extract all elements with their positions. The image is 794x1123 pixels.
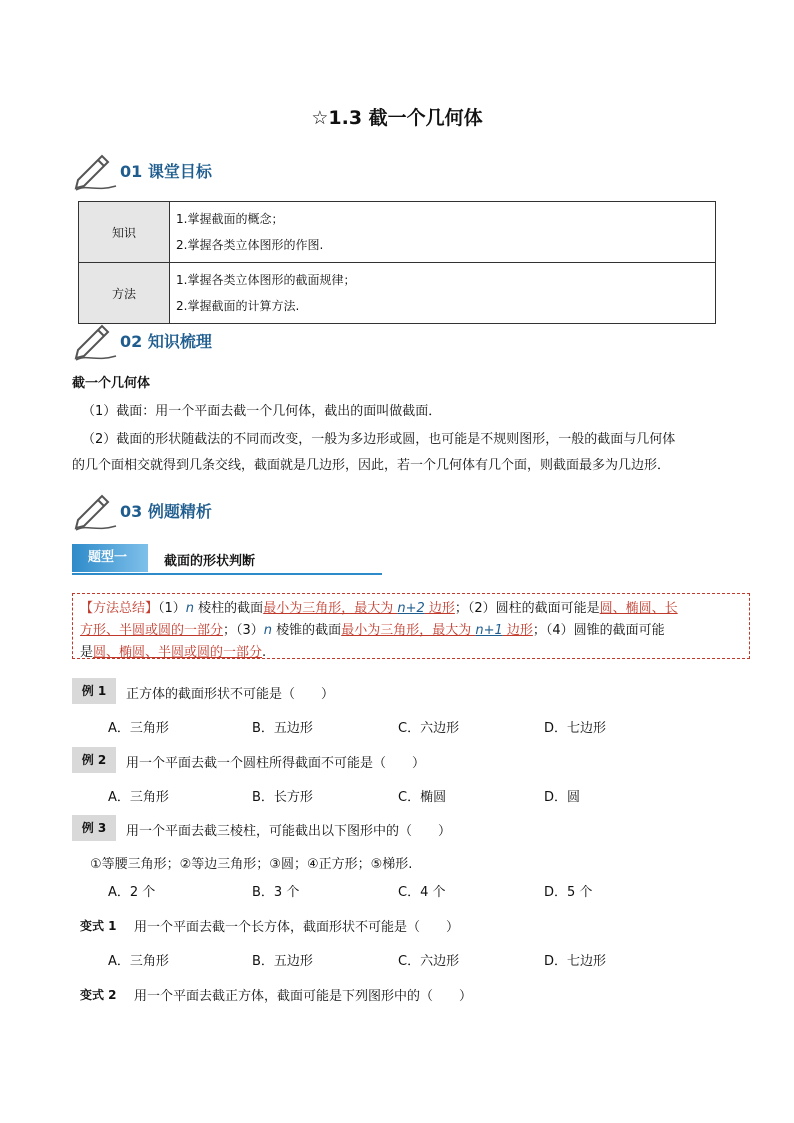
option-b: B．3 个 bbox=[252, 885, 300, 900]
option-a: A．三角形 bbox=[108, 790, 169, 805]
variant-tag: 变式 1 bbox=[80, 919, 117, 933]
goal-line: 1.掌握截面的概念； bbox=[176, 212, 284, 226]
variant-tag: 变式 2 bbox=[80, 988, 117, 1002]
question-type-banner bbox=[72, 544, 382, 574]
option-c: C．4 个 bbox=[398, 885, 446, 900]
knowledge-p2a: （2）截面的形状随截法的不同而改变，一般为多边形或圆，也可能是不规则图形，一般的截面与几何体 bbox=[82, 432, 676, 447]
section-header-goals bbox=[72, 150, 332, 192]
example-tag: 例 2 bbox=[72, 747, 116, 773]
option-d: D．圆 bbox=[544, 790, 581, 805]
section-title: 02 知识梳理 bbox=[120, 332, 212, 351]
example-tag: 例 1 bbox=[72, 678, 116, 704]
knowledge-p1: （1）截面：用一个平面去截一个几何体，截出的面叫做截面． bbox=[82, 404, 442, 419]
table-row bbox=[79, 263, 716, 324]
section-title: 03 例题精析 bbox=[120, 502, 212, 521]
section-header-examples bbox=[72, 490, 332, 532]
example-tag: 例 3 bbox=[72, 815, 116, 841]
knowledge-heading: 截一个几何体 bbox=[72, 376, 151, 391]
table-row bbox=[79, 202, 716, 263]
variant-question: 用一个平面去截一个长方体，截面形状不可能是（ ） bbox=[134, 920, 460, 935]
example-question: 用一个平面去截一个圆柱所得截面不可能是（ ） bbox=[126, 756, 426, 771]
method-label: 【方法总结】 bbox=[80, 601, 159, 616]
option-a: A．三角形 bbox=[108, 954, 169, 969]
option-d: D．七边形 bbox=[544, 721, 607, 736]
pencil-icon bbox=[72, 320, 118, 362]
section-header-knowledge bbox=[72, 320, 332, 362]
option-a: A．2 个 bbox=[108, 885, 156, 900]
option-c: C．椭圆 bbox=[398, 790, 447, 805]
goal-line: 2.掌握截面的计算方法. bbox=[176, 299, 300, 313]
example-note: ①等腰三角形；②等边三角形；③圆；④正方形；⑤梯形. bbox=[90, 857, 413, 872]
knowledge-p2b: 的几个面相交就得到几条交线，截面就是几边形，因此，若一个几何体有几个面，则截面最多为几边形． bbox=[72, 458, 671, 473]
variant-question: 用一个平面去截正方体，截面可能是下列图形中的（ ） bbox=[134, 989, 473, 1004]
option-d: D．七边形 bbox=[544, 954, 607, 969]
question-type-tag: 题型一 bbox=[72, 544, 148, 572]
example-question: 正方体的截面形状不可能是（ ） bbox=[126, 687, 335, 702]
pencil-icon bbox=[72, 490, 118, 532]
option-b: B．长方形 bbox=[252, 790, 313, 805]
goal-line: 2.掌握各类立体图形的作图. bbox=[176, 238, 324, 252]
pencil-icon bbox=[72, 150, 118, 192]
page-title: ☆1.3 截一个几何体 bbox=[311, 107, 483, 129]
option-d: D．5 个 bbox=[544, 885, 593, 900]
option-b: B．五边形 bbox=[252, 954, 313, 969]
goals-table bbox=[78, 201, 716, 324]
option-a: A．三角形 bbox=[108, 721, 169, 736]
divider bbox=[72, 573, 382, 575]
method-summary-box: 【方法总结】（1）n 棱柱的截面最小为三角形，最大为 n+2 边形；（2）圆柱的截面可能是圆、椭圆、长 方形、半圆或圆的一部分；（3）n 棱锥的截面最小为三角形，最大为 n+1 边形；（4）圆锥的截面可能 是圆、椭圆、半圆或圆的一部分. bbox=[72, 593, 750, 659]
option-c: C．六边形 bbox=[398, 954, 460, 969]
option-b: B．五边形 bbox=[252, 721, 313, 736]
question-type-title: 截面的形状判断 bbox=[164, 554, 256, 569]
goal-key: 知识 bbox=[79, 202, 170, 263]
option-c: C．六边形 bbox=[398, 721, 460, 736]
example-question: 用一个平面去截三棱柱，可能截出以下图形中的（ ） bbox=[126, 824, 452, 839]
goal-line: 1.掌握各类立体图形的截面规律； bbox=[176, 273, 356, 287]
section-title: 01 课堂目标 bbox=[120, 162, 212, 181]
goal-key: 方法 bbox=[79, 263, 170, 324]
